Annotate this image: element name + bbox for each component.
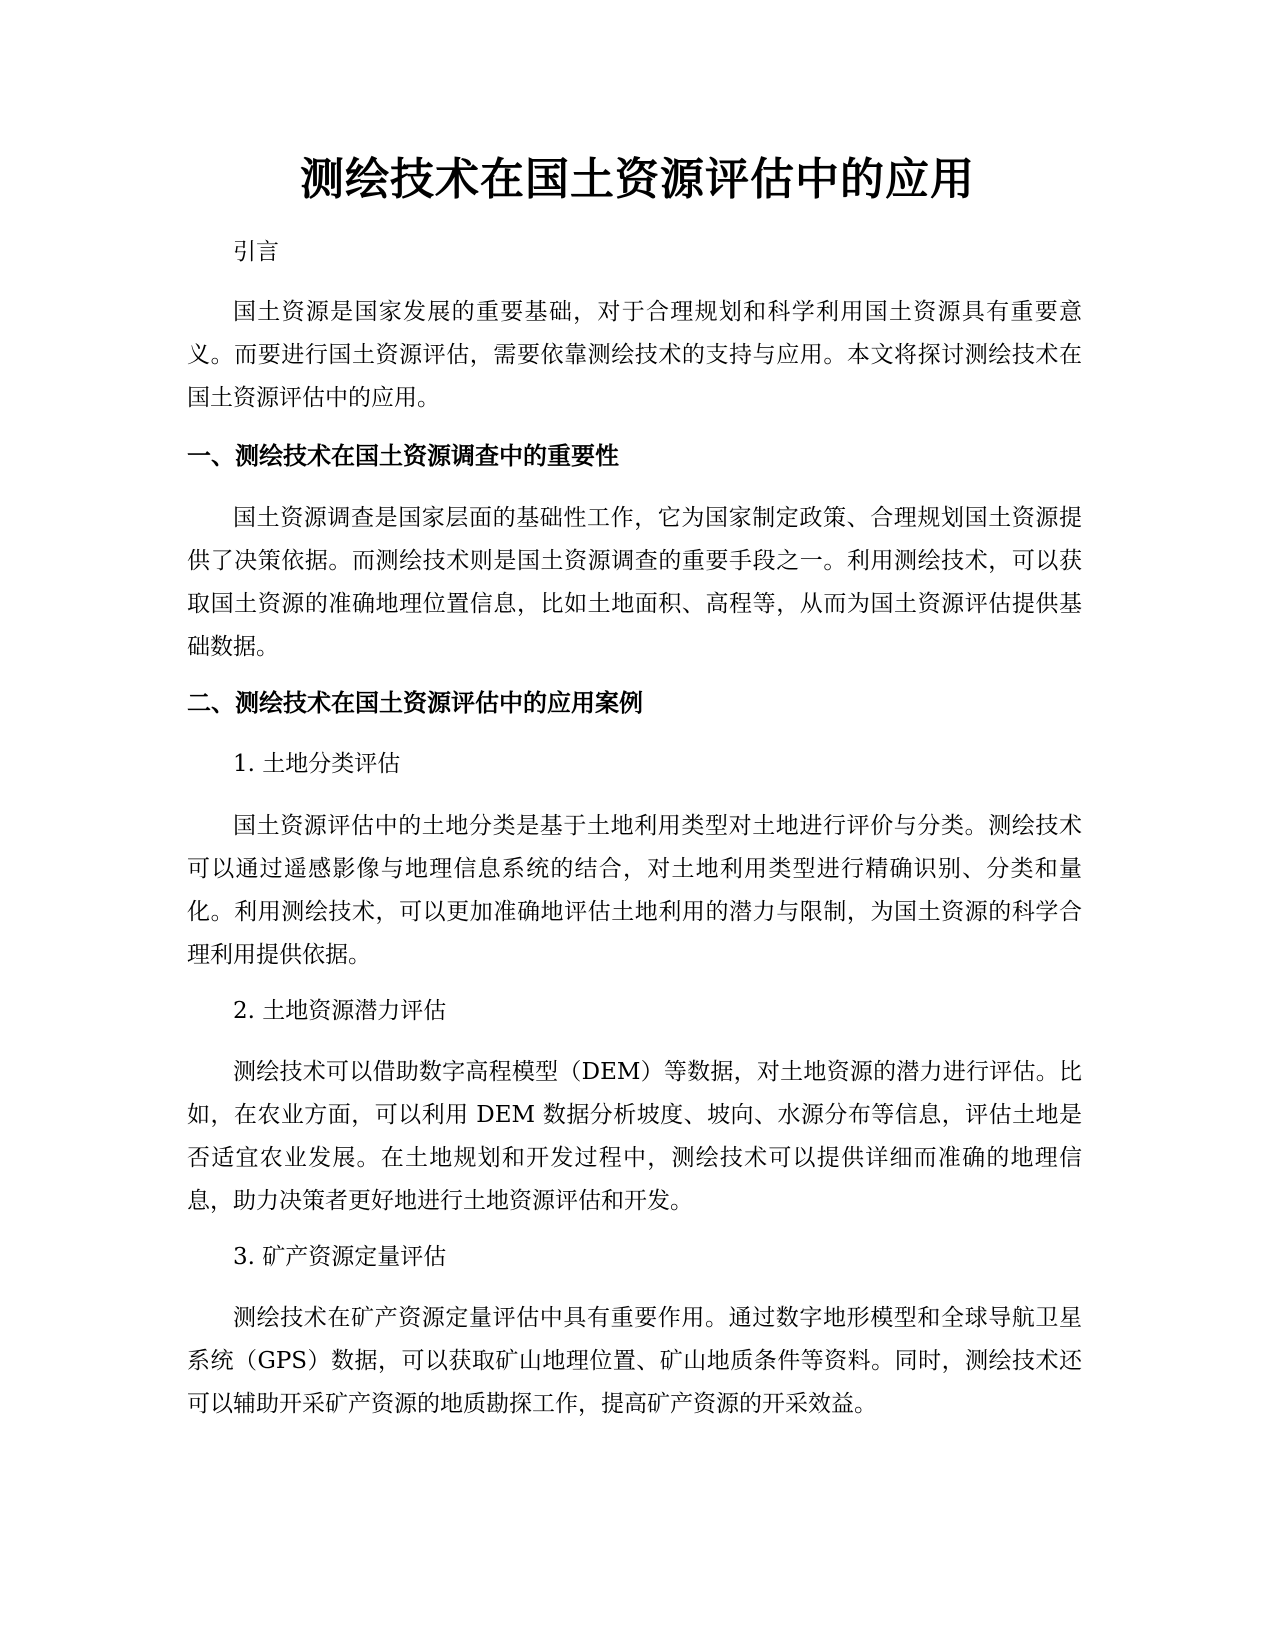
intro-paragraph: 国土资源是国家发展的重要基础，对于合理规划和科学利用国土资源具有重要意义。而要进行国土资源评估，需要依靠测绘技术的支持与应用。本文将探讨测绘技术在国土资源评估中的应用。	[187, 299, 1082, 411]
section-1-paragraph: 国土资源调查是国家层面的基础性工作，它为国家制定政策、合理规划国土资源提供了决策依据。而测绘技术则是国土资源调查的重要手段之一。利用测绘技术，可以获取国土资源的准确地理位置信息，比如土地面积、高程等，从而为国土资源评估提供基础数据。	[187, 505, 1082, 660]
subsection-1-paragraph: 国土资源评估中的土地分类是基于土地利用类型对土地进行评价与分类。测绘技术可以通过遥感影像与地理信息系统的结合，对土地利用类型进行精确识别、分类和量化。利用测绘技术，可以更加准确地评估土地利用的潜力与限制，为国土资源的科学合理利用提供依据。	[187, 813, 1082, 968]
subsection-3-label: 3. 矿产资源定量评估	[233, 1244, 447, 1270]
subsection-1-label: 1. 土地分类评估	[233, 751, 401, 777]
subsection-2-label: 2. 土地资源潜力评估	[233, 998, 447, 1024]
section-1-heading: 一、测绘技术在国土资源调查中的重要性	[187, 442, 619, 470]
document-title: 测绘技术在国土资源评估中的应用	[300, 154, 975, 205]
intro-label: 引言	[233, 239, 279, 265]
subsection-2-paragraph: 测绘技术可以借助数字高程模型（DEM）等数据，对土地资源的潜力进行评估。比如，在农业方面，可以利用 DEM 数据分析坡度、坡向、水源分布等信息，评估土地是否适宜农业发展。在土地规划和开发过程中，测绘技术可以提供详细而准确的地理信息，助力决策者更好地进行土地资源评估和开发。	[187, 1059, 1082, 1214]
section-2-heading: 二、测绘技术在国土资源评估中的应用案例	[187, 689, 643, 717]
subsection-3-paragraph: 测绘技术在矿产资源定量评估中具有重要作用。通过数字地形模型和全球导航卫星系统（GPS）数据，可以获取矿山地理位置、矿山地质条件等资料。同时，测绘技术还可以辅助开采矿产资源的地质勘探工作，提高矿产资源的开采效益。	[187, 1305, 1082, 1417]
